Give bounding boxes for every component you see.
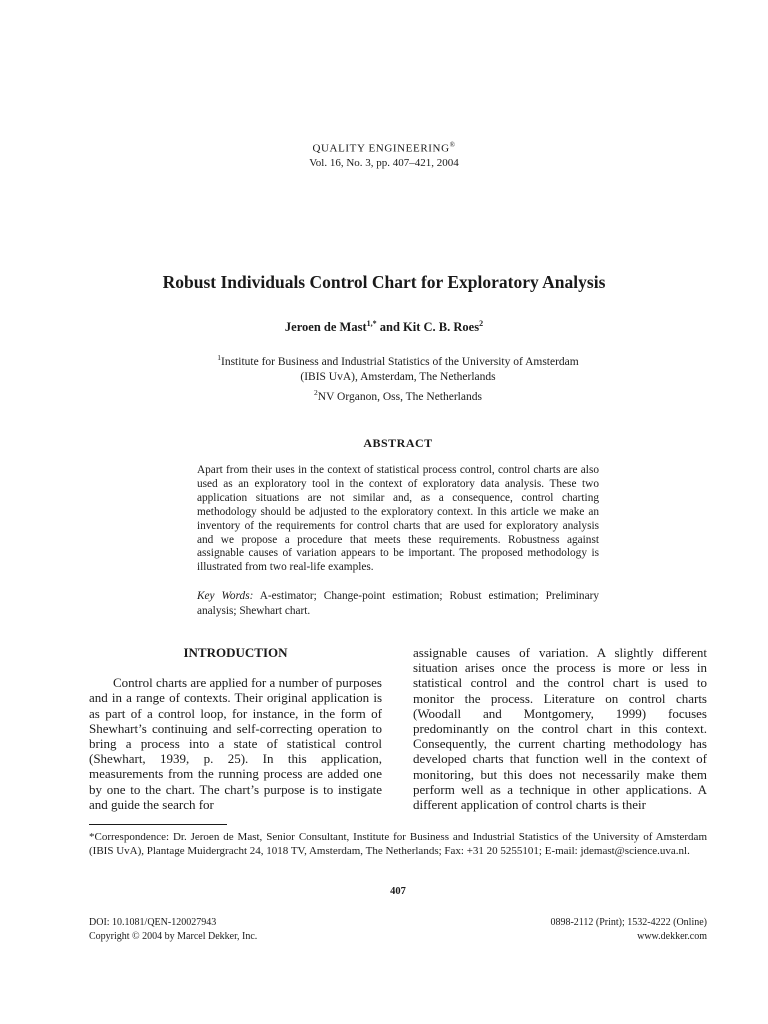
journal-volume: Vol. 16, No. 3, pp. 407–421, 2004 bbox=[309, 157, 459, 169]
journal-title: QUALITY ENGINEERING bbox=[312, 142, 450, 155]
author-line bbox=[0, 319, 768, 335]
author-name: Kit C. B. Roes bbox=[403, 320, 480, 335]
journal-name bbox=[0, 141, 768, 155]
body-paragraph: assignable causes of variation. A slightly different situation arises once the process is more or less in statistical control and the control chart is used to monitor the process. Literature on control charts (Woodall and Montgomery, 1999) focuses predominantly on the control chart in this context. Consequently, the current charting methodology has developed charts that function well in the context of monitoring, but this does not necessarily make them perform well as a technique in other applications. A different application of control charts is their bbox=[413, 645, 707, 813]
footnote-divider bbox=[89, 824, 227, 825]
affiliation-line bbox=[0, 350, 768, 370]
copyright: Copyright © 2004 by Marcel Dekker, Inc. bbox=[89, 930, 258, 942]
abstract-text: Apart from their uses in the context of statistical process control, control charts are also used as an exploratory tool in the context of exploratory data analysis. These two application situations are not similar and, as a consequence, control charting methodology should be adjusted to the exploratory context. In this article we make an inventory of the requirements for control charts that are used for exploratory analysis and we propose a procedure that meets these requirements. Robustness against assignable causes of variation appears to be important. The proposed methodology is illustrated from two real-life examples. bbox=[197, 464, 599, 574]
keywords-list: A-estimator; Change-point estimation; Robust estimation; Preliminary analysis; Shewhart chart. bbox=[197, 590, 602, 617]
footer-right bbox=[550, 916, 707, 943]
author-name: Jeroen de Mast bbox=[284, 320, 367, 335]
page-number: 407 bbox=[390, 886, 406, 897]
affiliation-superscript: 2 bbox=[314, 387, 318, 397]
publisher-website: www.dekker.com bbox=[637, 930, 707, 942]
author-superscript: 1,* bbox=[366, 319, 377, 328]
affiliation-1 bbox=[0, 350, 768, 405]
footer-left bbox=[89, 916, 257, 943]
author-superscript: 2 bbox=[479, 319, 484, 328]
author-conjunction: and bbox=[376, 320, 404, 335]
affiliation-line: (IBIS UvA), Amsterdam, The Netherlands bbox=[300, 370, 496, 383]
issn: 0898-2112 (Print); 1532-4222 (Online) bbox=[550, 917, 707, 928]
affiliation-text: Institute for Business and Industrial Statistics of the University of Amsterdam bbox=[221, 355, 579, 368]
right-column bbox=[413, 645, 707, 812]
section-heading: INTRODUCTION bbox=[183, 645, 288, 660]
registered-mark: ® bbox=[449, 141, 456, 149]
affiliation-superscript: 1 bbox=[217, 353, 221, 362]
footnote: *Correspondence: Dr. Jeroen de Mast, Senior Consultant, Institute for Business and Industrial Statistics of the University of Amsterdam (IBIS UvA), Plantage Muidergracht 24, 1018 TV, Amsterdam, The Netherlands; Fax: +31 20 5255101; E-mail: jdemast@science.uva.nl. bbox=[89, 831, 707, 858]
abstract-heading: ABSTRACT bbox=[363, 436, 433, 450]
doi: DOI: 10.1081/QEN-120027943 bbox=[89, 917, 217, 928]
keywords-label: Key Words: bbox=[197, 590, 254, 602]
left-column bbox=[89, 645, 382, 812]
keywords bbox=[197, 589, 602, 618]
affiliation-2 bbox=[0, 385, 768, 405]
affiliation-text: NV Organon, Oss, The Netherlands bbox=[317, 390, 482, 403]
body-paragraph: Control charts are applied for a number of purposes and in a range of contexts. Their original application is as part of a control loop, for instance, in the form of Shewhart’s continuing and self-correcting operation to bring a process into a state of statistical control (Shewhart, 1939, p. 25). In this application, measurements from the running process are added one by one to the chart. The chart’s purpose is to instigate and guide the search for bbox=[89, 675, 382, 812]
article-title: Robust Individuals Control Chart for Exploratory Analysis bbox=[162, 272, 606, 292]
